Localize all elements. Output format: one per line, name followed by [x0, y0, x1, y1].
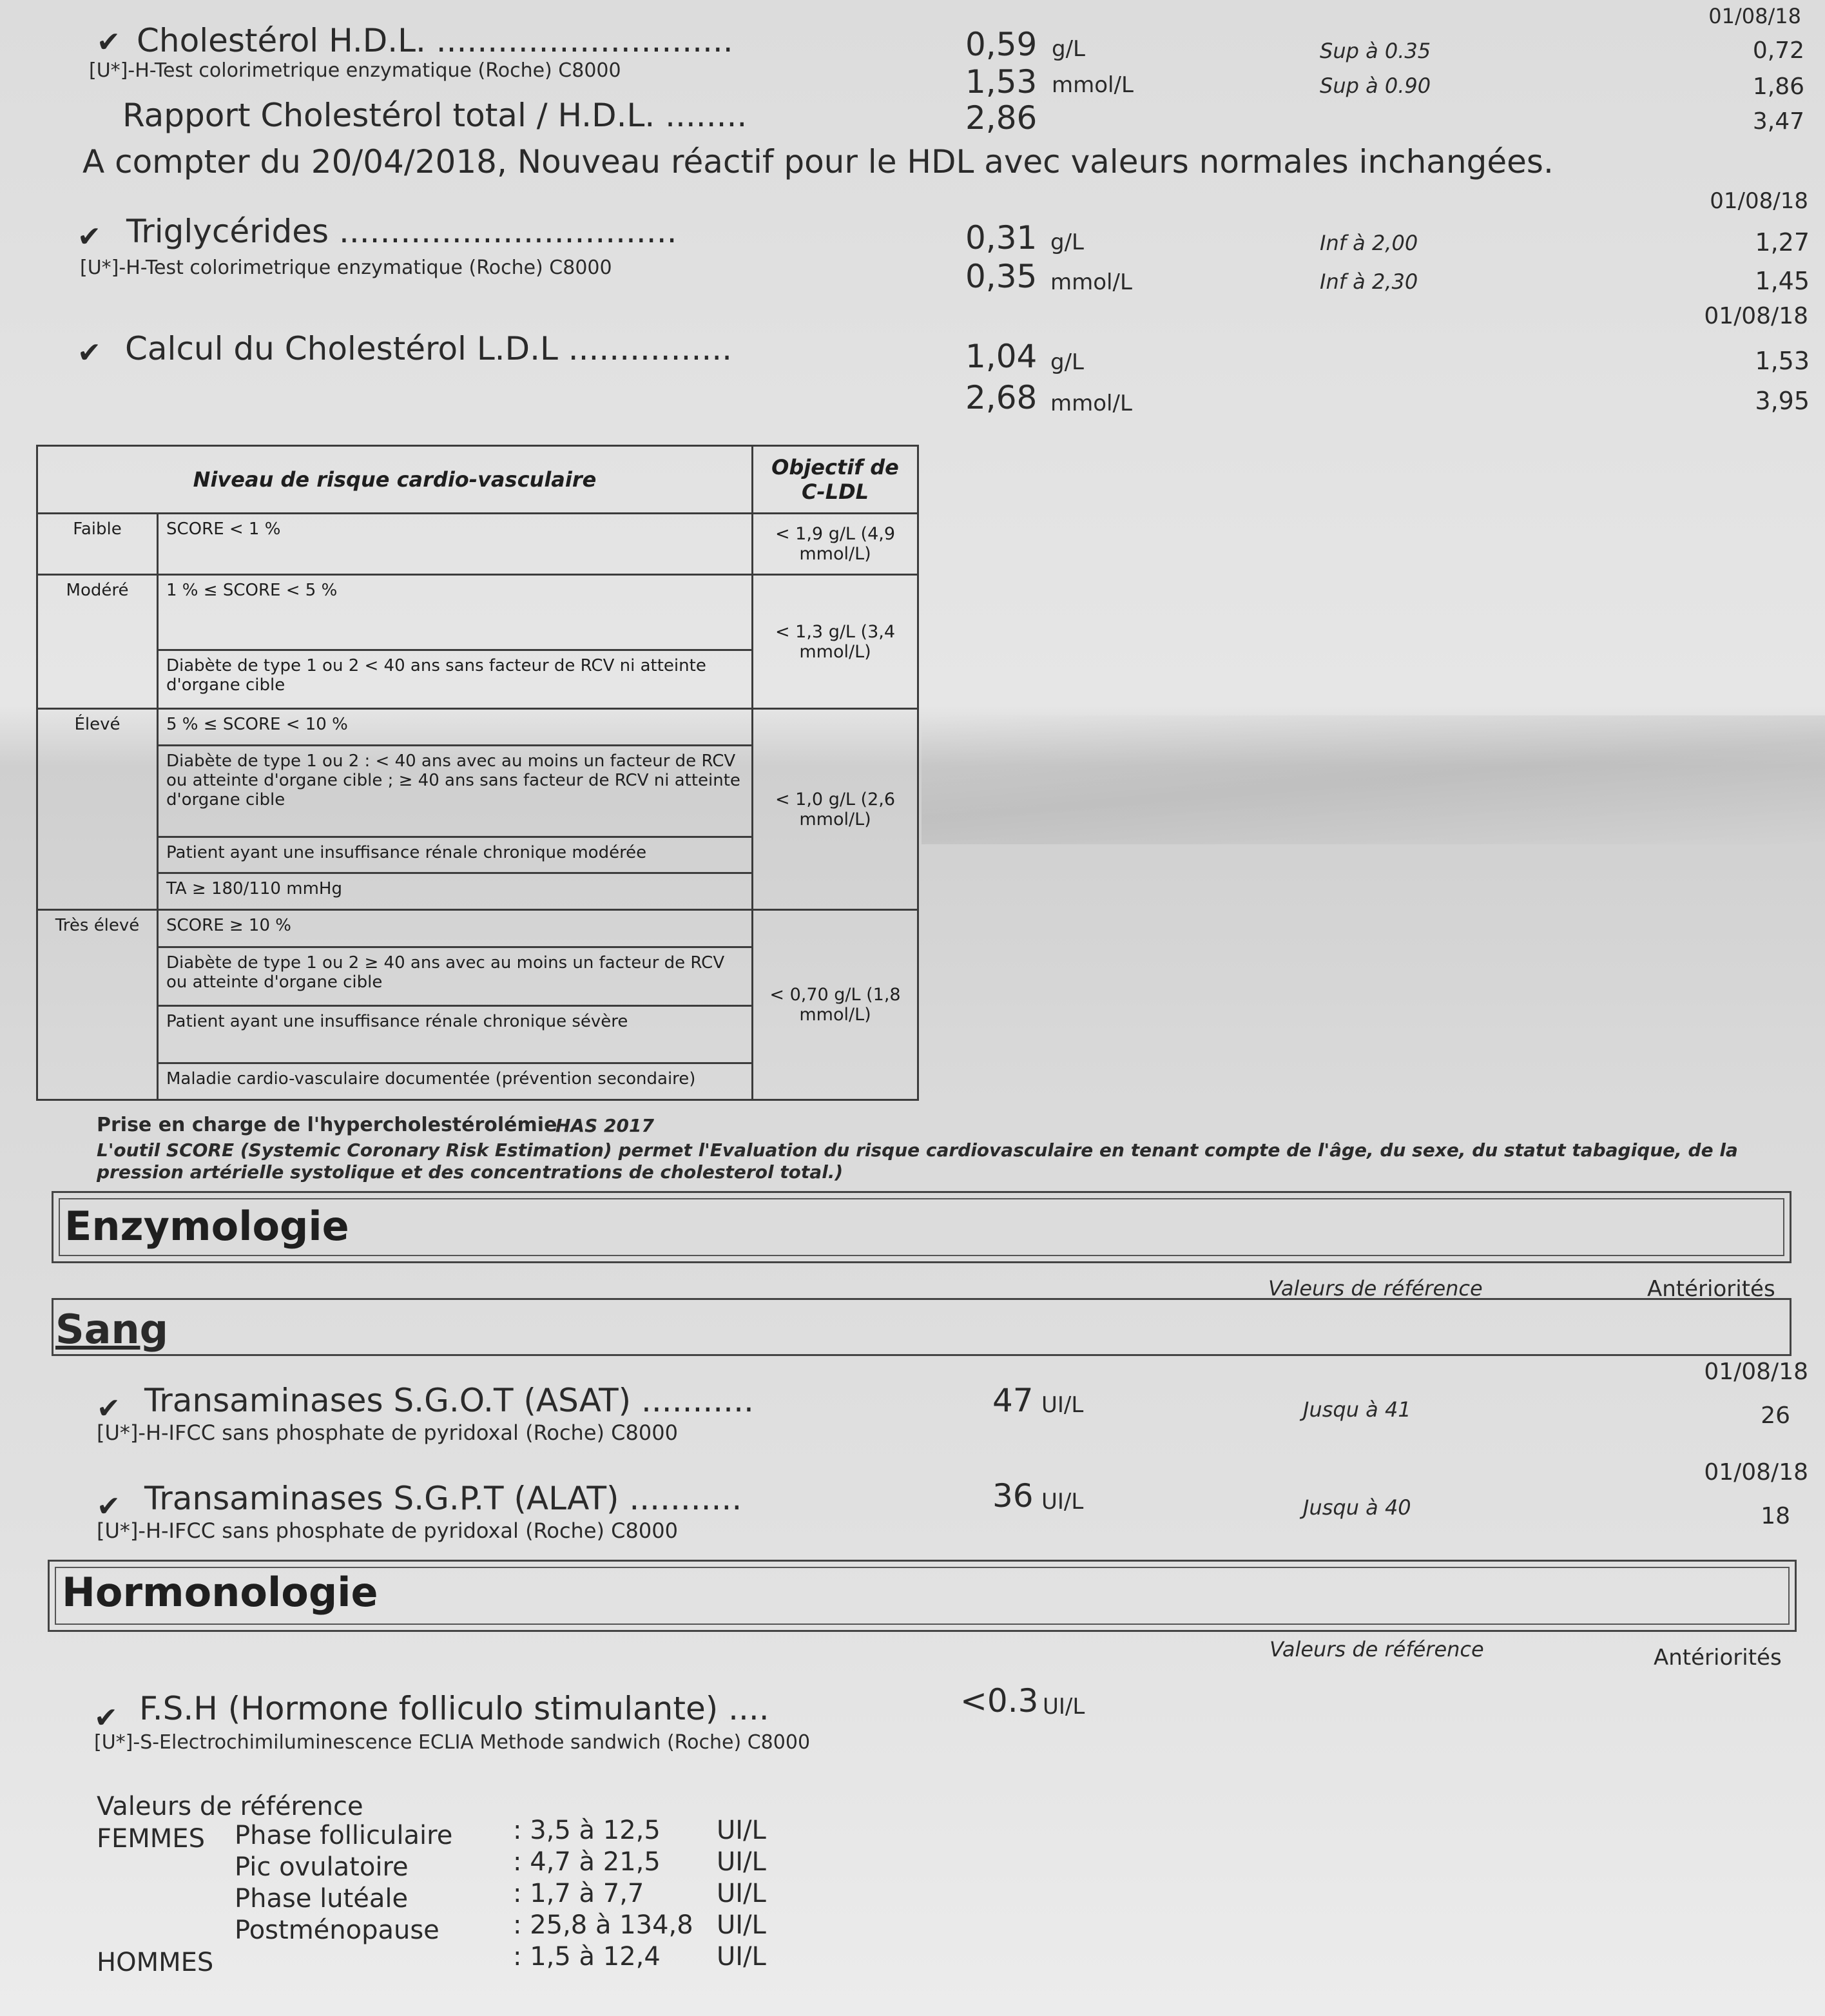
trig-unit-gl: g/L — [1050, 229, 1084, 255]
ratio-value: 2,86 — [965, 99, 1038, 137]
asat-prev-date: 01/08/18 — [1704, 1359, 1808, 1385]
objective-modere: < 1,3 g/L (3,4 mmol/L) — [753, 575, 918, 709]
hdl-method: [U*]-H-Test colorimetrique enzymatique (Roche) C8000 — [89, 59, 621, 82]
trig-unit-mmol: mmol/L — [1050, 269, 1132, 295]
table-cell: Patient ayant une insuffisance rénale chronique modérée — [158, 837, 753, 873]
fsh-range: : 1,5 à 12,4 — [513, 1942, 661, 1972]
check-icon: ✔ — [77, 220, 101, 253]
hdl-value-gl: 0,59 — [965, 26, 1038, 63]
fsh-phase: Phase lutéale — [235, 1884, 409, 1914]
objective-tres-eleve: < 0,70 g/L (1,8 mmol/L) — [753, 909, 918, 1100]
fsh-ref-units — [717, 1815, 766, 1973]
asat-ref: Jusqu à 41 — [1303, 1397, 1411, 1422]
ldl-value-mmol: 2,68 — [965, 379, 1038, 416]
table-header-objective: Objectif de C-LDL — [753, 446, 918, 514]
trig-ref-gl: Inf à 2,00 — [1320, 231, 1418, 255]
alat-unit: UI/L — [1041, 1489, 1084, 1515]
ldl-label: Calcul du Cholestérol L.D.L ................ — [125, 330, 733, 367]
fsh-phase: Phase folliculaire — [235, 1821, 453, 1850]
has-note-text: L'outil SCORE (Systemic Coronary Risk Estimation) permet l'Evaluation du risque cardiovasculaire en tenant compte de l'âge, du sexe, du statut tabagique, de la pression artérielle systolique et des concentrations de cholesterol total.) — [97, 1139, 1738, 1183]
fsh-method: [U*]-S-Electrochimiluminescence ECLIA Methode sandwich (Roche) C8000 — [94, 1731, 811, 1754]
hdl-label: Cholestérol H.D.L. ............................. — [137, 22, 733, 59]
trig-method: [U*]-H-Test colorimetrique enzymatique (Roche) C8000 — [80, 257, 612, 279]
table-cell: SCORE ≥ 10 % — [158, 909, 753, 947]
fsh-range-unit: UI/L — [717, 1879, 766, 1908]
ldl-risk-table — [36, 445, 919, 1101]
objective-eleve: < 1,0 g/L (2,6 mmol/L) — [753, 709, 918, 909]
fsh-value: <0.3 — [960, 1682, 1039, 1720]
hdl-value-mmol: 1,53 — [965, 63, 1038, 101]
asat-value: 47 — [992, 1382, 1034, 1419]
ldl-prev-mmol: 3,95 — [1755, 387, 1810, 415]
risk-level-tres-eleve: Très élevé — [37, 909, 158, 1100]
alat-label: Transaminases S.G.P.T (ALAT) ........... — [144, 1480, 742, 1517]
ldl-value-gl: 1,04 — [965, 338, 1038, 375]
ref-header: Valeurs de référence — [1270, 1637, 1484, 1662]
section-title-enzymologie: Enzymologie — [64, 1203, 349, 1250]
hdl-prev-gl: 0,72 — [1752, 37, 1804, 64]
fsh-range-unit: UI/L — [717, 1942, 766, 1972]
risk-level-modere: Modéré — [37, 575, 158, 709]
ldl-prev-gl: 1,53 — [1755, 347, 1810, 375]
hdl-ref-gl: Sup à 0.35 — [1320, 39, 1431, 63]
ratio-prev: 3,47 — [1752, 108, 1804, 135]
check-icon: ✔ — [97, 26, 121, 59]
check-icon: ✔ — [77, 336, 101, 369]
alat-ref: Jusqu à 40 — [1303, 1495, 1411, 1520]
objective-faible: < 1,9 g/L (4,9 mmol/L) — [753, 514, 918, 575]
subsection-sang — [52, 1298, 1791, 1356]
trig-value-mmol: 0,35 — [965, 258, 1038, 295]
ldl-prev-date: 01/08/18 — [1704, 303, 1808, 329]
fsh-range: : 3,5 à 12,5 — [513, 1816, 661, 1845]
asat-prev: 26 — [1761, 1402, 1790, 1429]
table-cell: Diabète de type 1 ou 2 ≥ 40 ans avec au moins un facteur de RCV ou atteinte d'organe cible — [158, 947, 753, 1006]
hdl-prev-date: 01/08/18 — [1708, 4, 1801, 28]
fsh-range-unit: UI/L — [717, 1910, 766, 1940]
ldl-unit-mmol: mmol/L — [1050, 391, 1132, 416]
fsh-femmes-label: FEMMES — [97, 1824, 205, 1854]
ref-header: Valeurs de référence — [1268, 1276, 1483, 1301]
hdl-unit-mmol: mmol/L — [1052, 72, 1134, 98]
fsh-hommes-label: HOMMES — [97, 1948, 214, 1977]
table-cell: Maladie cardio-vasculaire documentée (prévention secondaire) — [158, 1063, 753, 1100]
hdl-notice: A compter du 20/04/2018, Nouveau réactif pour le HDL avec valeurs normales inchangées. — [82, 143, 1554, 180]
fsh-range: : 1,7 à 7,7 — [513, 1879, 644, 1908]
asat-method: [U*]-H-IFCC sans phosphate de pyridoxal (Roche) C8000 — [97, 1420, 678, 1445]
trig-prev-mmol: 1,45 — [1755, 267, 1810, 295]
check-icon: ✔ — [94, 1701, 118, 1734]
prev-header: Antériorités — [1654, 1645, 1782, 1671]
trig-value-gl: 0,31 — [965, 219, 1038, 257]
fsh-ref-phases — [235, 1820, 452, 1946]
asat-label: Transaminases S.G.O.T (ASAT) ........... — [144, 1382, 754, 1419]
section-title-hormonologie: Hormonologie — [62, 1569, 378, 1616]
fsh-label: F.S.H (Hormone folliculo stimulante) .... — [139, 1690, 769, 1727]
fsh-phase: Postménopause — [235, 1915, 439, 1945]
table-cell: Diabète de type 1 ou 2 : < 40 ans avec au moins un facteur de RCV ou atteinte d'organe cible ; ≥ 40 ans sans facteur de RCV ni atteinte d'organe cible — [158, 746, 753, 837]
table-cell: Patient ayant une insuffisance rénale chronique sévère — [158, 1006, 753, 1063]
check-icon: ✔ — [97, 1490, 121, 1523]
table-cell: SCORE < 1 % — [158, 514, 753, 575]
fsh-ref-title: Valeurs de référence — [97, 1792, 363, 1821]
trig-prev-gl: 1,27 — [1755, 228, 1810, 257]
table-cell: Diabète de type 1 ou 2 < 40 ans sans facteur de RCV ni atteinte d'organe cible — [158, 650, 753, 709]
trig-label: Triglycérides ................................. — [126, 213, 677, 250]
trig-prev-date: 01/08/18 — [1710, 188, 1808, 214]
alat-method: [U*]-H-IFCC sans phosphate de pyridoxal (Roche) C8000 — [97, 1518, 678, 1543]
fsh-ref-ranges — [513, 1815, 693, 1973]
paper-fold-shadow — [922, 715, 1825, 844]
table-cell: 5 % ≤ SCORE < 10 % — [158, 709, 753, 746]
ratio-label: Rapport Cholestérol total / H.D.L. ........ — [122, 97, 748, 134]
hdl-unit-gl: g/L — [1052, 36, 1085, 62]
alat-prev: 18 — [1761, 1503, 1790, 1529]
fsh-range-unit: UI/L — [717, 1816, 766, 1845]
fsh-range-unit: UI/L — [717, 1847, 766, 1877]
table-header-level: Niveau de risque cardio-vasculaire — [37, 446, 753, 514]
has-note-tag: HAS 2017 — [555, 1115, 654, 1136]
hdl-block — [0, 0, 1825, 155]
ldl-unit-gl: g/L — [1050, 349, 1084, 375]
hdl-prev-mmol: 1,86 — [1752, 73, 1804, 100]
table-cell: TA ≥ 180/110 mmHg — [158, 873, 753, 910]
fsh-range: : 25,8 à 134,8 — [513, 1910, 693, 1940]
check-icon: ✔ — [97, 1392, 121, 1425]
has-note-title: Prise en charge de l'hypercholestérolémie — [97, 1114, 557, 1136]
hdl-ref-mmol: Sup à 0.90 — [1320, 73, 1431, 98]
trig-ref-mmol: Inf à 2,30 — [1320, 269, 1418, 294]
fsh-phase: Pic ovulatoire — [235, 1852, 409, 1882]
fsh-unit: UI/L — [1043, 1694, 1085, 1720]
risk-level-faible: Faible — [37, 514, 158, 575]
prev-header: Antériorités — [1647, 1276, 1775, 1302]
alat-value: 36 — [992, 1477, 1034, 1515]
subsection-title-sang: Sang — [55, 1306, 169, 1353]
asat-unit: UI/L — [1041, 1392, 1084, 1418]
risk-level-eleve: Élevé — [37, 709, 158, 909]
table-cell: 1 % ≤ SCORE < 5 % — [158, 575, 753, 650]
fsh-range: : 4,7 à 21,5 — [513, 1847, 661, 1877]
alat-prev-date: 01/08/18 — [1704, 1459, 1808, 1486]
